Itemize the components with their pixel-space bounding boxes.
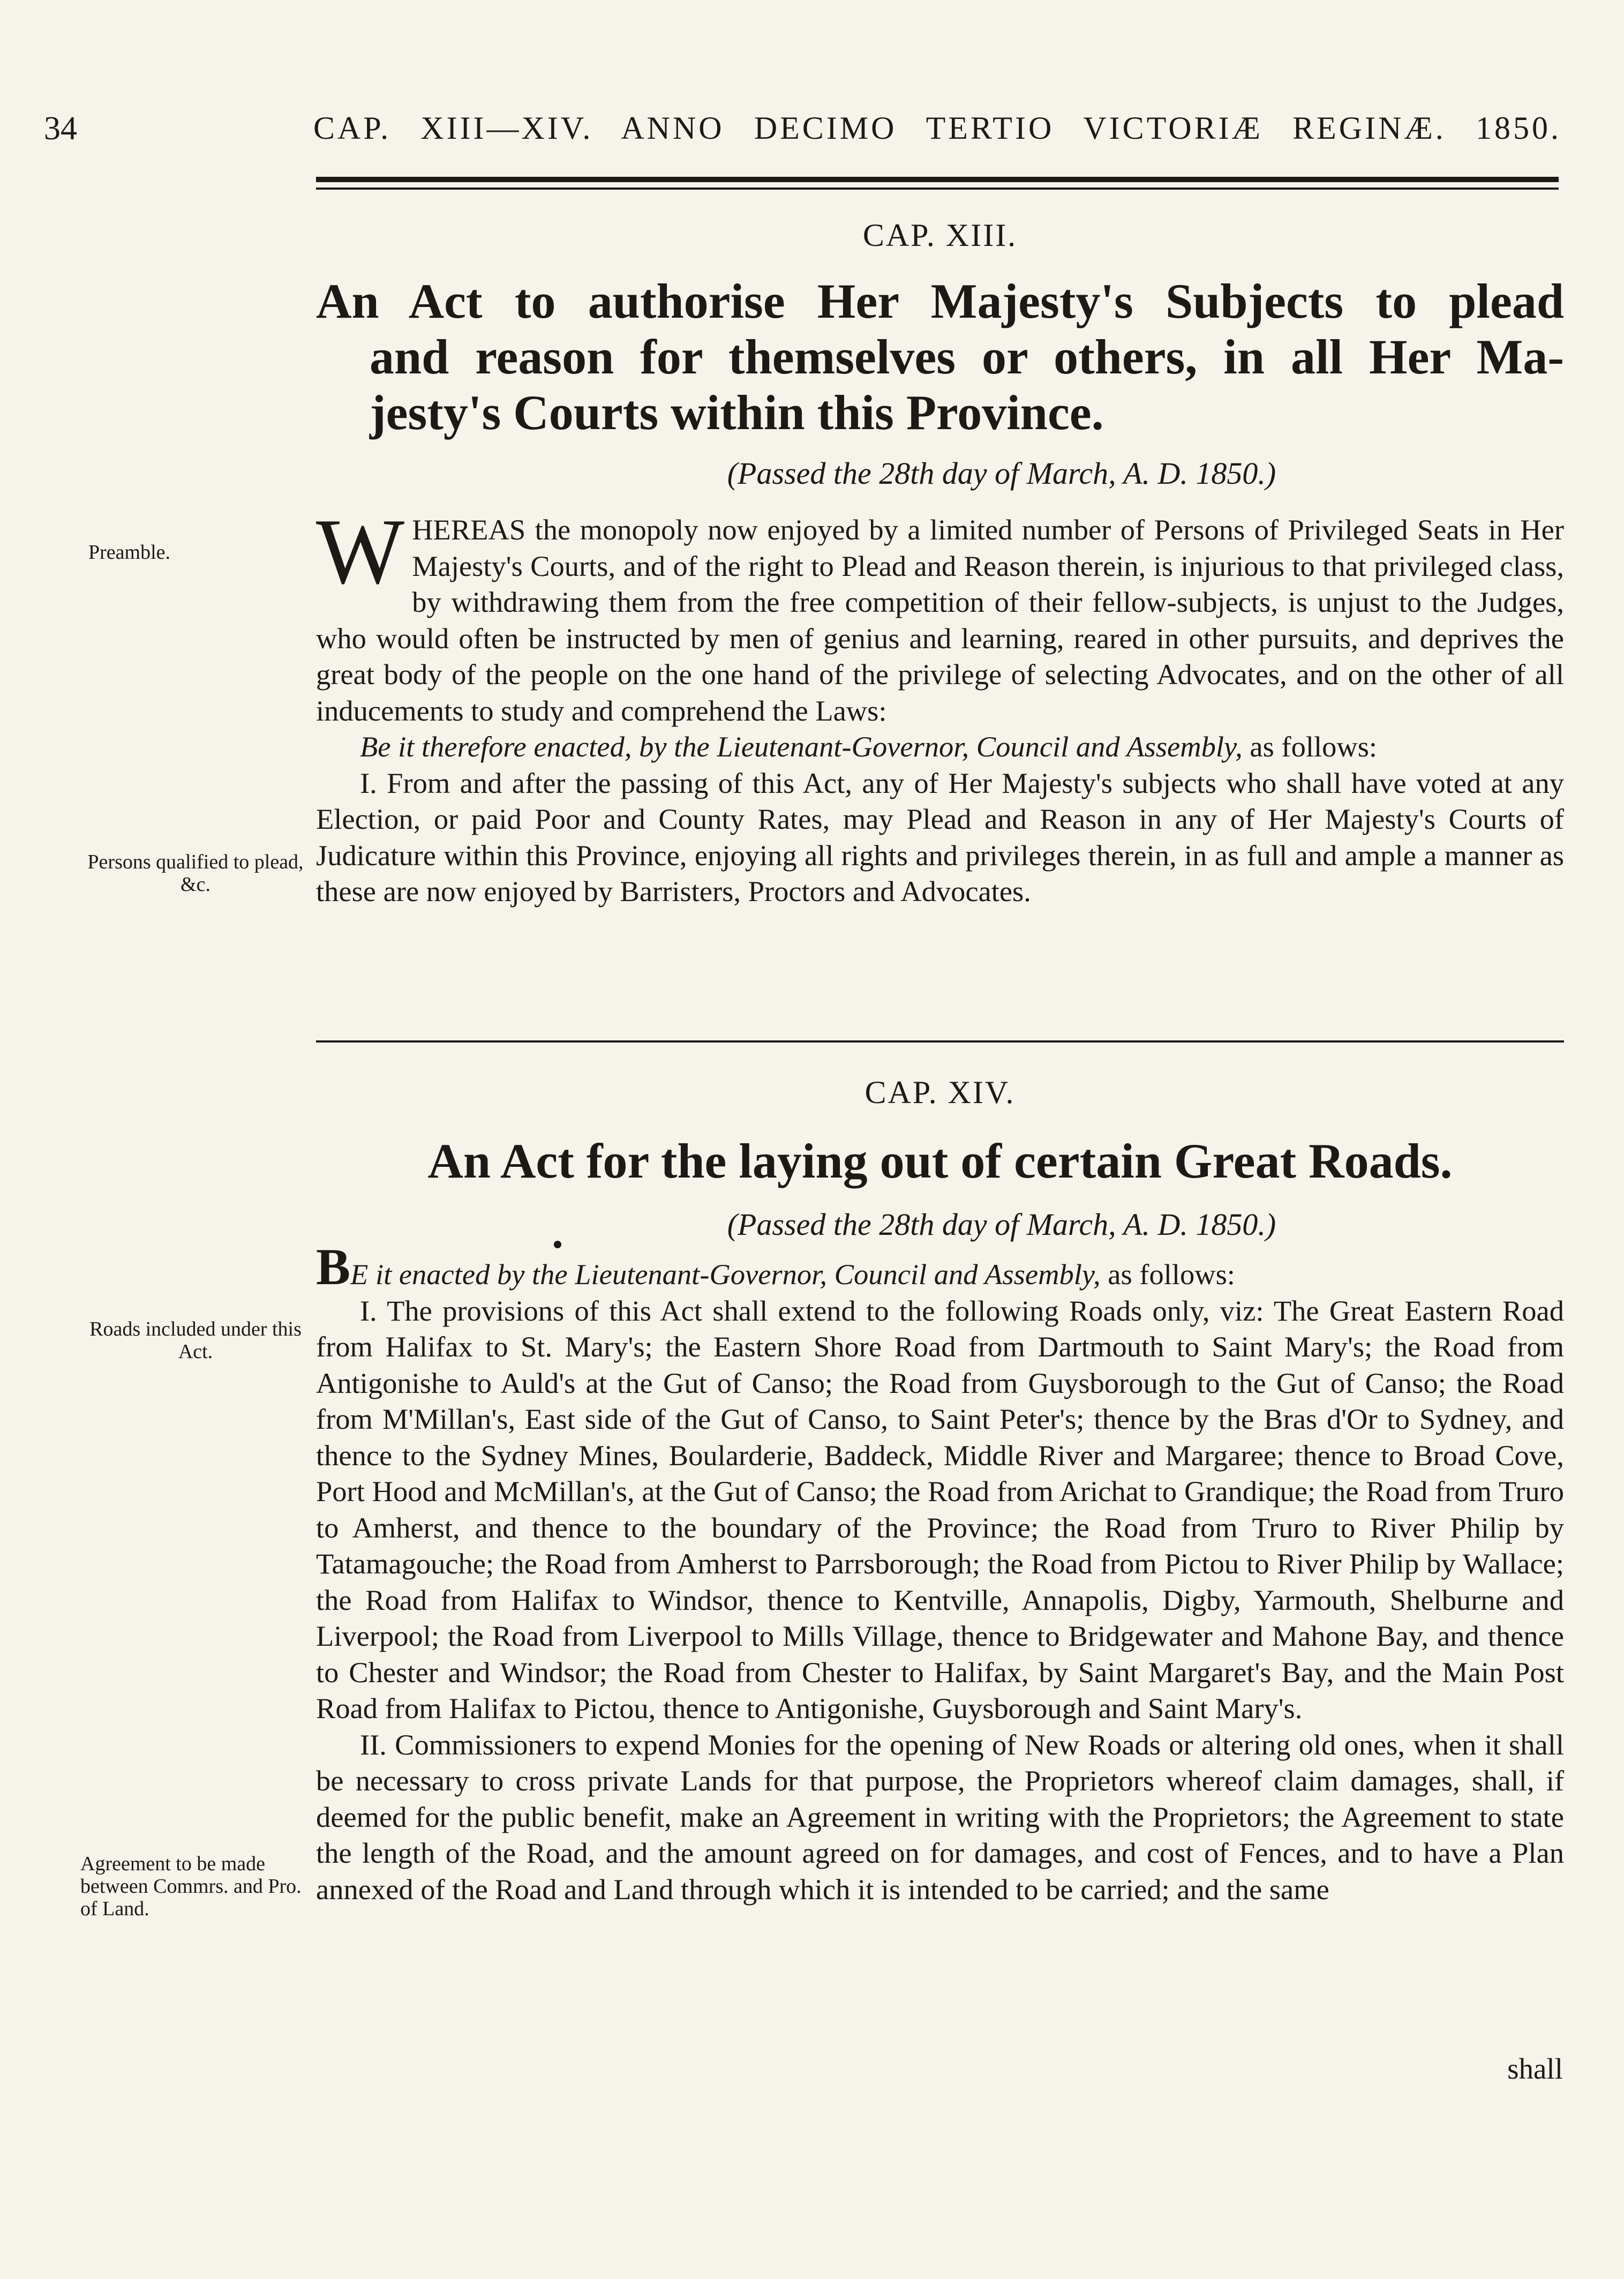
- cap-14-heading: CAP. XIV.: [864, 1075, 1016, 1110]
- cap-13-body: [316, 499, 1564, 910]
- cap-14-section-1: I. The provisions of this Act shall extend to the following Roads only, viz: The Great Eastern Road from Halifax to St. Mary's; the Eastern Shore Road from Dartmouth to Saint Mary's; the Road from Antigonishe to Auld's at the Gut of Canso; the Road from Guysborough to the Gut of Canso; the Road from M'Millan's, East side of the Gut of Canso, to Saint Peter's; thence by the Bras d'Or to Sydney, and thence to the Sydney Mines, Boularderie, Baddeck, Middle River and Margaree; thence to Broad Cove, Port Hood and McMillan's, at the Gut of Canso; the Road from Arichat to Grandique; the Road from Truro to Amherst, and thence to the boundary of the Province; the Road from Truro to River Philip by Tatamagouche; the Road from Amherst to Parrsborough; the Road from Pictou to River Philip by Wallace; the Road from Halifax to Windsor, thence to Kentville, Annapolis, Digby, Yarmouth, Shelburne and Liverpool; the Road from Liverpool to Mills Village, thence to Bridgewater and Mahone Bay, and thence to Chester and Windsor; the Road from Chester to Halifax, by Saint Margaret's Bay, and the Main Post Road from Halifax to Pictou, thence to Antigonishe, Guysborough and Saint Mary's.: [316, 1294, 1564, 1725]
- cap-14-section-2: II. Commissioners to expend Monies for the opening of New Roads or altering old ones, when it shall be necessary to cross private Lands for that purpose, the Proprietors whereof claim damages, shall, if deemed for the public benefit, make an Agreement in writing with the Proprietors; the Agreement to state the length of the Road, and the amount agreed on for damages, and cost of Fences, and to have a Plan annexed of the Road and Land through which it is intended to be carried; and the same: [316, 1728, 1564, 1906]
- page-number: 34: [44, 110, 77, 147]
- cap-13-title-line-3: jesty's Courts within this Province.: [370, 385, 1104, 440]
- cap-14-passed-date: (Passed the 28th day of March, A. D. 1850.): [727, 1207, 1276, 1242]
- catchword: shall: [1507, 2052, 1563, 2085]
- cap-13-enacting-italic: Be it therefore enacted, by the Lieutenant-Governor, Council and Assembly,: [360, 730, 1243, 763]
- cap-13-title: [316, 273, 1564, 440]
- margin-note-preamble: Preamble.: [88, 541, 171, 564]
- running-title: CAP. XIII—XIV. ANNO DECIMO TERTIO VICTORIÆ REGINÆ. 1850.: [313, 110, 1561, 146]
- margin-note-persons-qualified: Persons qualified to plead, &c.: [87, 851, 304, 896]
- cap-13-title-line-1: An Act to authorise Her Majesty's Subjects to plead: [316, 274, 1564, 328]
- cap-13-title-line-2: and reason for themselves or others, in all Her Ma-: [370, 329, 1564, 384]
- cap-14-enacting-italic: E it enacted by the Lieutenant-Governor, Council and Assembly,: [350, 1258, 1101, 1291]
- margin-note-agreement: Agreement to be made between Commrs. and Pro. of Land.: [80, 1853, 302, 1920]
- cap-13-preamble: [316, 499, 1564, 729]
- section-divider-rule: [316, 1040, 1564, 1043]
- cap-13-passed-date: (Passed the 28th day of March, A. D. 1850.): [727, 456, 1276, 491]
- drop-cap: W: [316, 499, 405, 603]
- cap-14-enacting-rest: as follows:: [1100, 1258, 1235, 1291]
- margin-note-roads-included: Roads included under this Act.: [89, 1318, 302, 1363]
- cap-14-body: [316, 1238, 1564, 1907]
- initial-letter: B: [316, 1238, 351, 1295]
- header-rule-thick: [316, 177, 1559, 182]
- cap-13-heading: CAP. XIII.: [862, 218, 1018, 253]
- cap-14-enacting-clause: [316, 1238, 1564, 1295]
- header-rule-thin: [316, 188, 1559, 190]
- cap-13-enacting-clause: [316, 729, 1564, 765]
- cap-13-section-1: I. From and after the passing of this Act, any of Her Majesty's subjects who shall have voted at any Election, or paid Poor and County Rates, may Plead and Reason in any of Her Majesty's Courts of Judicature within this Province, enjoying all rights and privileges therein, in as full and ample a manner as these are now enjoyed by Barristers, Proctors and Advocates.: [316, 766, 1564, 908]
- cap-13-preamble-text: HEREAS the monopoly now enjoyed by a limited number of Persons of Privileged Seats in Her Majesty's Courts, and of the right to Plead and Reason therein, is injurious to that privileged class, by withdrawing them from the free competition of their fellow-subjects, is unjust to the Judges, who would often be instructed by men of genius and learning, reared in other pursuits, and deprives the great body of the people on the one hand of the privilege of selecting Advocates, and on the other of all inducements to study and comprehend the Laws:: [316, 513, 1564, 727]
- cap-13-enacting-rest: as follows:: [1242, 730, 1378, 763]
- cap-14-title: An Act for the laying out of certain Great Roads.: [427, 1134, 1453, 1188]
